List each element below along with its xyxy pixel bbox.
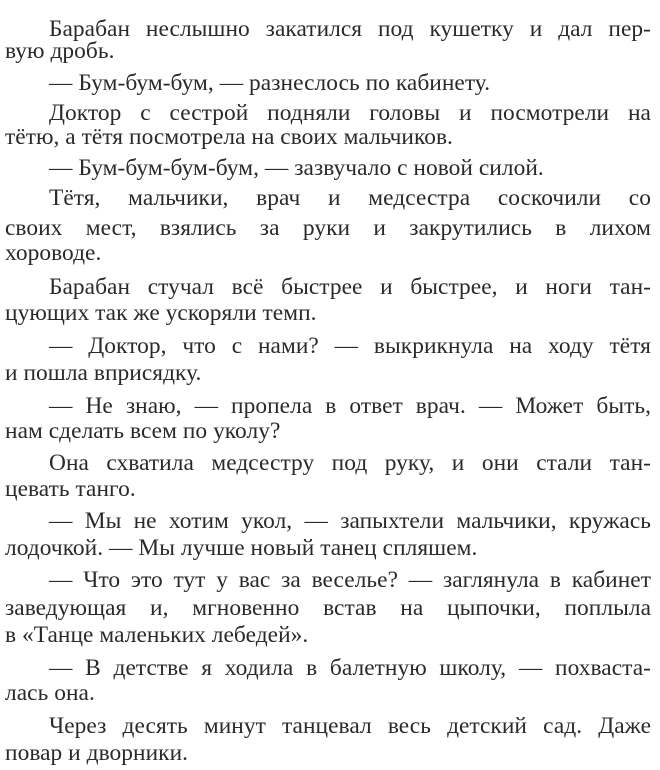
text-line: цевать танго.	[5, 476, 136, 502]
text-line: нам сделать всем по уколу?	[5, 418, 281, 444]
text-line: Барабан стучал всё быстрее и быстрее, и ноги тан-	[49, 274, 651, 300]
text-line: — В детстве я ходила в балетную школу, — похваста-	[49, 655, 651, 681]
text-line: — Не знаю, — пропела в ответ врач. — Может быть,	[49, 393, 651, 419]
text-line: тётю, а тётя посмотрела на своих мальчиков.	[5, 124, 453, 150]
text-line: Доктор с сестрой подняли головы и посмотрели на	[49, 100, 651, 126]
text-line: заведующая и, мгновенно встав на цыпочки, поплыла	[5, 595, 651, 621]
text-line: Она схватила медсестру под руку, и они стали тан-	[49, 450, 651, 476]
text-line: цующих так же ускоряли темп.	[5, 300, 317, 326]
text-line: и пошла вприсядку.	[5, 360, 202, 386]
text-line: лась она.	[5, 680, 95, 706]
text-line: — Что это тут у вас за веселье? — заглянула в кабинет	[49, 567, 651, 593]
text-line: Барабан неслышно закатился под кушетку и дал пер-	[49, 16, 651, 42]
text-line: — Бум-бум-бум-бум, — зазвучало с новой силой.	[49, 155, 544, 181]
text-line: лодочкой. — Мы лучше новый танец спляшем.	[5, 535, 478, 561]
text-line: Тётя, мальчики, врач и медсестра соскочили со	[49, 185, 651, 211]
text-line: вую дробь.	[5, 38, 115, 64]
text-line: — Доктор, что с нами? — выкрикнула на ходу тётя	[49, 333, 651, 359]
text-line: — Мы не хотим укол, — запыхтели мальчики, кружась	[49, 508, 651, 534]
text-line: своих мест, взялись за руки и закрутились в лихом	[5, 215, 651, 241]
text-line: в «Танце маленьких лебедей».	[5, 622, 309, 648]
text-line: — Бум-бум-бум, — разнеслось по кабинету.	[49, 70, 491, 96]
text-line: хороводе.	[5, 240, 102, 266]
text-line: Через десять минут танцевал весь детский сад. Даже	[49, 713, 651, 739]
text-line: повар и дворники.	[5, 740, 189, 766]
